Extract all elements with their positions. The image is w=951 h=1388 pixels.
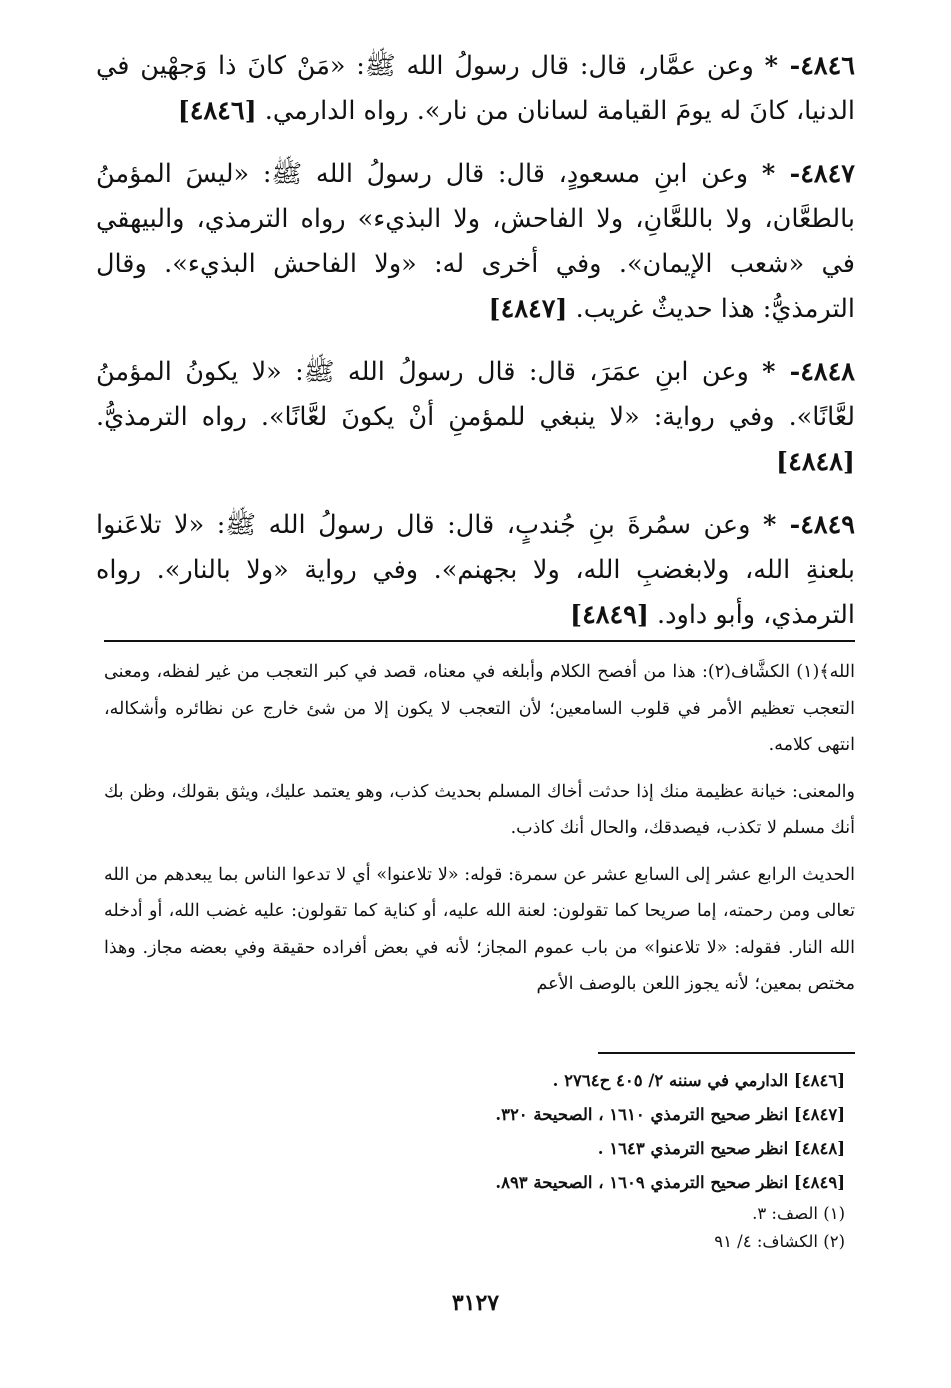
hadith-reference: [٤٨٤٧] bbox=[488, 294, 568, 324]
footnote: (١) الصف: ٣. bbox=[752, 1204, 845, 1223]
hadith-number: ٤٨٤٩- * bbox=[762, 510, 855, 540]
footnotes-section bbox=[104, 1064, 845, 1256]
footnotes-divider bbox=[598, 1052, 855, 1054]
hadith-4846 bbox=[96, 44, 855, 134]
commentary-paragraph: والمعنى: خيانة عظيمة منك إذا حدثت أخاك المسلم بحديث كذب، وهو يعتمد عليك، ويثق بقولك، وظن بك أنك مسلم لا تكذب، فيصدقك، والحال أنك كاذب. bbox=[104, 781, 855, 838]
hadith-reference: [٤٨٤٨] bbox=[776, 447, 855, 477]
footnote: (٢) الكشاف: ٤/ ٩١ bbox=[714, 1232, 845, 1251]
footnote: [٤٨٤٦] الدارمي في سننه ٢/ ٤٠٥ ح٢٧٦٤ . bbox=[552, 1071, 845, 1090]
hadith-text: وعن عمَّار، قال: قال رسولُ الله ﷺ: «مَنْ كانَ ذا وَجهْين في الدنيا، كانَ له يومَ القيامة لسانان من نار». رواه الدارمي. bbox=[96, 51, 855, 126]
hadith-number: ٤٨٤٨- * bbox=[762, 357, 856, 387]
hadith-4847 bbox=[96, 152, 855, 332]
commentary-paragraph: الحديث الرابع عشر إلى السابع عشر عن سمرة: قوله: «لا تلاعنوا» أي لا تدعوا الناس بما يبعدهم من الله تعالى ومن رحمته، إما صريحا كما تقولون: لعنة الله عليه، أو كناية كما تقولون: عليه غضب الله، أو أدخله الله النار. فقوله: «لا تلاعنوا» من باب عموم المجاز؛ لأنه في بعض أفراده حقيقة وفي بعضه مجاز. وهذا مختص بمعين؛ لأنه يجوز اللعن بالوصف الأعم bbox=[104, 864, 855, 994]
commentary-divider bbox=[104, 640, 855, 642]
hadith-4849 bbox=[96, 503, 855, 638]
footnote: [٤٨٤٧] انظر صحيح الترمذي ١٦١٠ ، الصحيحة ٣٢٠. bbox=[495, 1105, 845, 1124]
commentary-section bbox=[104, 654, 855, 1013]
page-number: ٣١٢٧ bbox=[451, 1290, 500, 1316]
commentary-paragraph: الله﴾(١) الكشَّاف(٢): هذا من أفصح الكلام وأبلغه في معناه، قصد في كبر التعجب من غير لفظه، ومعنى التعجب تعظيم الأمر في قلوب السامعين؛ لأن التعجب لا يكون إلا من شئ خارج عن نظائره وأشكاله، انتهى كلامه. bbox=[104, 662, 855, 755]
hadith-text: وعن سمُرةَ بنِ جُندبٍ، قال: قال رسولُ الله ﷺ: «لا تلاعَنوا بلعنةِ الله، ولابغضبِ الله، ولا بجهنم». وفي رواية «ولا بالنار». رواه الترمذي، وأبو داود. bbox=[96, 510, 855, 630]
hadith-number: ٤٨٤٦- * bbox=[764, 51, 855, 81]
hadith-number: ٤٨٤٧- * bbox=[761, 159, 856, 189]
hadith-reference: [٤٨٤٩] bbox=[569, 600, 649, 630]
hadith-text: وعن ابنِ مسعودٍ، قال: قال رسولُ الله ﷺ: «ليسَ المؤمنُ بالطعَّان، ولا باللعَّانِ، ولا الفاحش، ولا البذيء» رواه الترمذي، والبيهقي في «شعب الإيمان». وفي أخرى له: «ولا الفاحش البذيء». وقال الترمذيُّ: هذا حديثٌ غريب. bbox=[96, 159, 855, 324]
footnote: [٤٨٤٨] انظر صحيح الترمذي ١٦٤٣ . bbox=[597, 1139, 845, 1158]
footnote: [٤٨٤٩] انظر صحيح الترمذي ١٦٠٩ ، الصحيحة ٨٩٣. bbox=[495, 1173, 845, 1192]
hadith-reference: [٤٨٤٦] bbox=[177, 96, 257, 126]
hadith-section bbox=[96, 44, 855, 656]
hadith-text: وعن ابنِ عمَرَ، قال: قال رسولُ الله ﷺ: «لا يكونُ المؤمنُ لعَّانًا». وفي رواية: «لا ينبغي للمؤمنِ أنْ يكونَ لعَّانًا». رواه الترمذيُّ. bbox=[96, 357, 855, 432]
hadith-4848 bbox=[96, 350, 855, 485]
